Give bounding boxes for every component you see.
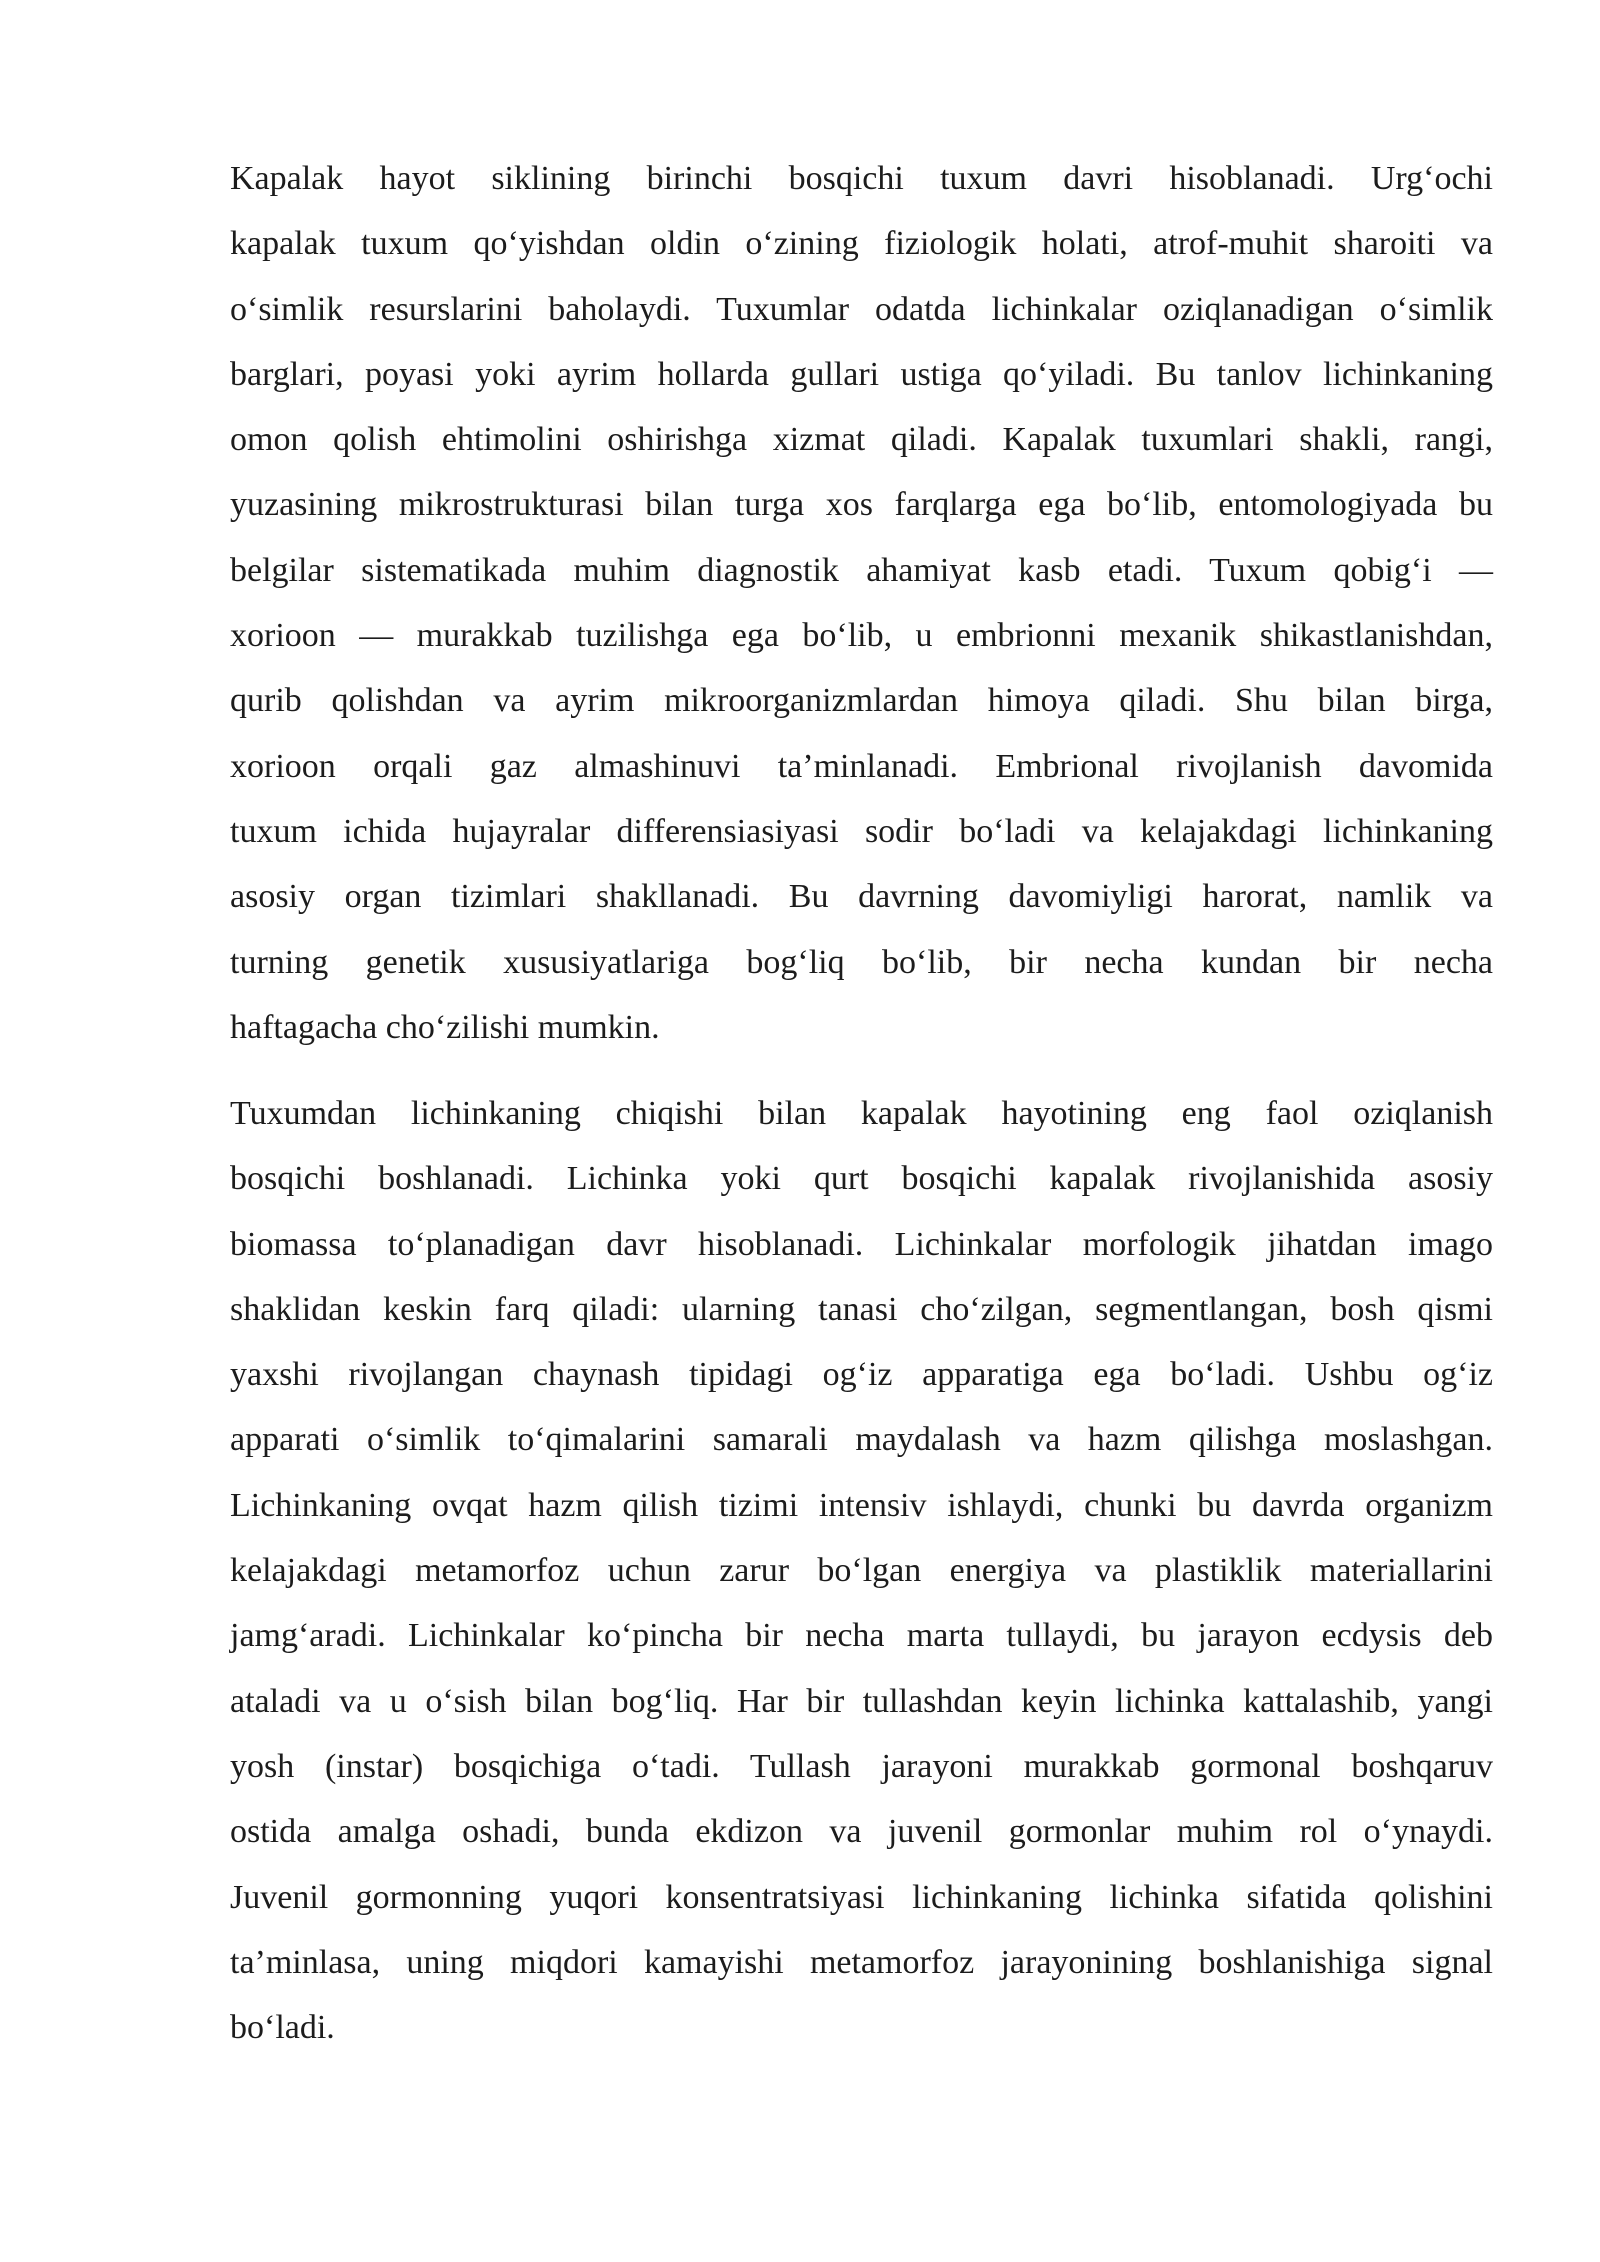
text-line: yaxshi rivojlangan chaynash tipidagi og‘iz apparatiga ega bo‘ladi. Ushbu og‘iz [230, 1356, 1493, 1394]
text-line: Kapalak hayot siklining birinchi bosqichi tuxum davri hisoblanadi. Urg‘ochi [230, 160, 1493, 197]
text-line: turning genetik xususiyatlariga bog‘liq bo‘lib, bir necha kundan bir necha [230, 943, 1493, 981]
text-line: yuzasining mikrostrukturasi bilan turga xos farqlarga ega bo‘lib, entomologiyada bu [230, 486, 1493, 524]
text-line: biomassa to‘planadigan davr hisoblanadi. Lichinkalar morfologik jihatdan imago [230, 1225, 1493, 1263]
text-line: barglari, poyasi yoki ayrim hollarda gullari ustiga qo‘yiladi. Bu tanlov lichinkaning [230, 355, 1493, 393]
text-line: shaklidan keskin farq qiladi: ularning tanasi cho‘zilgan, segmentlangan, bosh qismi [230, 1290, 1493, 1328]
text-line: qurib qolishdan va ayrim mikroorganizmlardan himoya qiladi. Shu bilan birga, [230, 682, 1493, 720]
text-line: bo‘ladi. [230, 2009, 335, 2047]
text-line: xorioon — murakkab tuzilishga ega bo‘lib, u embrionni mexanik shikastlanishdan, [230, 617, 1493, 655]
text-line: o‘simlik resurslarini baholaydi. Tuxumlar odatda lichinkalar oziqlanadigan o‘simlik [230, 290, 1493, 328]
text-line: ostida amalga oshadi, bunda ekdizon va juvenil gormonlar muhim rol o‘ynaydi. [230, 1813, 1493, 1851]
text-line: Juvenil gormonning yuqori konsentratsiyasi lichinkaning lichinka sifatida qolishini [230, 1878, 1493, 1916]
text-line: tuxum ichida hujayralar differensiasiyasi sodir bo‘ladi va kelajakdagi lichinkaning [230, 812, 1493, 850]
text-line: xorioon orqali gaz almashinuvi ta’minlanadi. Embrional rivojlanish davomida [230, 747, 1493, 785]
text-line: apparati o‘simlik to‘qimalarini samarali maydalash va hazm qilishga moslashgan. [230, 1421, 1493, 1459]
paragraph-tuxum-davri [230, 155, 1493, 1069]
text-line: yosh (instar) bosqichiga o‘tadi. Tullash jarayoni murakkab gormonal boshqaruv [230, 1747, 1493, 1785]
text-line: jamg‘aradi. Lichinkalar ko‘pincha bir necha marta tullaydi, bu jarayon ecdysis deb [230, 1617, 1493, 1655]
text-line: kelajakdagi metamorfoz uchun zarur bo‘lgan energiya va plastiklik materiallarini [230, 1552, 1493, 1590]
text-line: bosqichi boshlanadi. Lichinka yoki qurt bosqichi kapalak rivojlanishida asosiy [230, 1160, 1493, 1198]
text-line: belgilar sistematikada muhim diagnostik ahamiyat kasb etadi. Tuxum qobig‘i — [230, 551, 1493, 589]
text-line: omon qolish ehtimolini oshirishga xizmat qiladi. Kapalak tuxumlari shakli, rangi, [230, 421, 1493, 459]
text-line: kapalak tuxum qo‘yishdan oldin o‘zining fiziologik holati, atrof-muhit sharoiti va [230, 225, 1493, 263]
text-line: Tuxumdan lichinkaning chiqishi bilan kapalak hayotining eng faol oziqlanish [230, 1095, 1493, 1132]
text-line: Lichinkaning ovqat hazm qilish tizimi intensiv ishlaydi, chunki bu davrda organizm [230, 1486, 1493, 1524]
text-line: ta’minlasa, uning miqdori kamayishi metamorfoz jarayonining boshlanishiga signal [230, 1943, 1493, 1981]
paragraph-lichinka-davri [230, 1090, 1493, 2069]
text-line: ataladi va u o‘sish bilan bog‘liq. Har bir tullashdan keyin lichinka kattalashib, yangi [230, 1682, 1493, 1720]
text-line: asosiy organ tizimlari shakllanadi. Bu davrning davomiyligi harorat, namlik va [230, 878, 1493, 916]
text-line: haftagacha cho‘zilishi mumkin. [230, 1008, 660, 1046]
